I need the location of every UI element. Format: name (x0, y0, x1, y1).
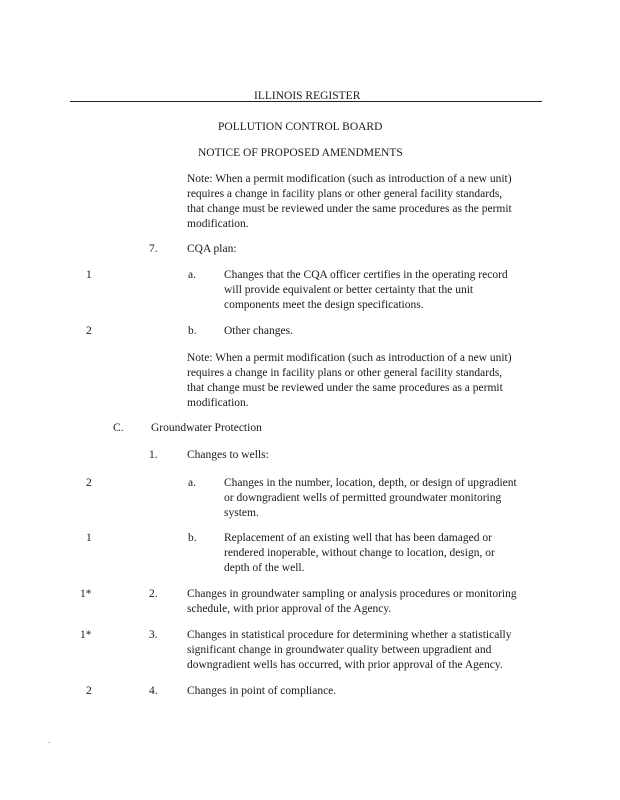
c1a-line: system. (224, 507, 259, 519)
item7b-text: Other changes. (224, 325, 293, 337)
c2-line: Changes in groundwater sampling or analysis procedures or monitoring (187, 588, 517, 600)
c2-text (187, 587, 517, 617)
notice-title: NOTICE OF PROPOSED AMENDMENTS (198, 147, 403, 159)
class-label: 2 (86, 685, 92, 697)
item7-note (187, 351, 512, 411)
c3-line: significant change in groundwater quality between upgradient and (187, 644, 492, 656)
c3-line: Changes in statistical procedure for determining whether a statistically (187, 629, 512, 641)
class-label: 1* (80, 629, 92, 641)
item7-note-line: requires a change in facility plans or other general facility standards, (187, 367, 503, 379)
item7-title: CQA plan: (187, 243, 237, 255)
c1b-letter: b. (188, 532, 197, 544)
c2-line: schedule, with prior approval of the Agency. (187, 603, 392, 615)
sectionC-title: Groundwater Protection (151, 422, 262, 434)
c4-number: 4. (149, 685, 158, 697)
board-title: POLLUTION CONTROL BOARD (218, 121, 383, 133)
c1-number: 1. (149, 449, 158, 461)
c1-title: Changes to wells: (187, 449, 269, 461)
c3-text (187, 628, 511, 673)
register-title: ILLINOIS REGISTER (254, 90, 361, 102)
item7-note-line: modification. (187, 397, 249, 409)
class-label: 1* (80, 588, 92, 600)
note-top-line: Note: When a permit modification (such as introduction of a new unit) (187, 173, 512, 185)
item7b-letter: b. (188, 325, 197, 337)
c1b-line: depth of the well. (224, 562, 305, 574)
c1b-line: Replacement of an existing well that has been damaged or (224, 532, 492, 544)
item7-note-line: Note: When a permit modification (such as introduction of a new unit) (187, 352, 512, 364)
c2-number: 2. (149, 588, 158, 600)
note-top (187, 172, 512, 232)
c1a-text (224, 476, 517, 521)
c1b-text (224, 531, 495, 576)
c1a-letter: a. (188, 477, 196, 489)
item7a-text (224, 268, 508, 313)
item7a-line: will provide equivalent or better certainty that the unit (224, 284, 474, 296)
c1b-line: rendered inoperable, without change to location, design, or (224, 547, 495, 559)
item7-note-line: that change must be reviewed under the same procedures as a permit (187, 382, 503, 394)
item7-number: 7. (149, 243, 158, 255)
c3-number: 3. (149, 629, 158, 641)
class-label: 2 (86, 325, 92, 337)
item7a-line: components meet the design specifications. (224, 299, 424, 311)
item7a-letter: a. (188, 269, 196, 281)
header-rule (70, 101, 542, 102)
c3-line: downgradient wells has occurred, with prior approval of the Agency. (187, 659, 503, 671)
class-label: 1 (86, 532, 92, 544)
class-label: 2 (86, 477, 92, 489)
c1a-line: or downgradient wells of permitted groundwater monitoring (224, 492, 502, 504)
item7a-line: Changes that the CQA officer certifies in the operating record (224, 269, 508, 281)
note-top-line: modification. (187, 218, 249, 230)
c4-text: Changes in point of compliance. (187, 685, 337, 697)
note-top-line: requires a change in facility plans or other general facility standards, (187, 188, 503, 200)
class-label: 1 (86, 269, 92, 281)
scan-speck (48, 742, 50, 743)
sectionC-letter: C. (113, 422, 124, 434)
c1a-line: Changes in the number, location, depth, or design of upgradient (224, 477, 517, 489)
note-top-line: that change must be reviewed under the same procedures as the permit (187, 203, 512, 215)
